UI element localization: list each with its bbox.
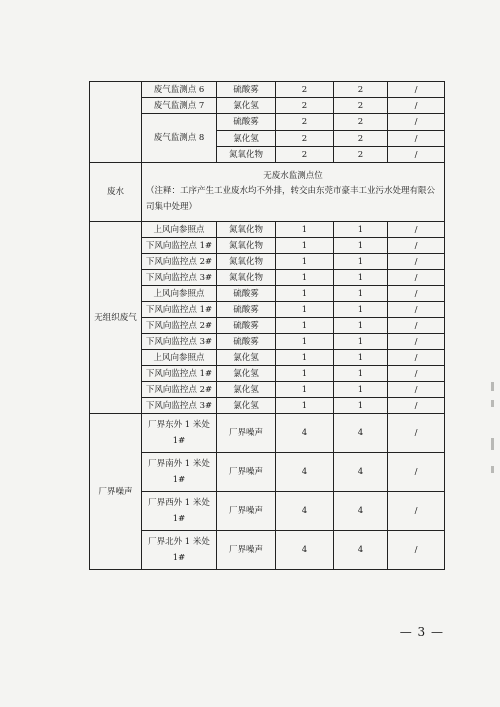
value-cell: 1: [334, 366, 388, 382]
value-cell: 2: [276, 98, 334, 114]
value-cell: 2: [276, 147, 334, 163]
point-cell: [142, 492, 217, 531]
point-cell: 上风向参照点: [142, 286, 217, 302]
value-cell: 1: [276, 254, 334, 270]
value-cell: /: [388, 414, 445, 453]
value-cell: 1: [276, 302, 334, 318]
wastewater-note: （注释：工序产生工业废水均不外排，转交由东莞市豪丰工业污水处理有限公司集中处理）: [146, 186, 436, 212]
pollutant-cell: 厂界噪声: [217, 492, 276, 531]
point-cell: 下风向监控点 3#: [142, 398, 217, 414]
value-cell: 1: [276, 382, 334, 398]
value-cell: 1: [276, 286, 334, 302]
point-cell: 上风向参照点: [142, 350, 217, 366]
value-cell: 2: [334, 147, 388, 163]
point-cell: 废气监测点 7: [142, 98, 217, 114]
category-noise: 厂界噪声: [90, 414, 142, 570]
value-cell: 1: [276, 318, 334, 334]
pollutant-cell: 氯化氢: [217, 398, 276, 414]
point-label: 厂界东外 1 米处 1#: [148, 420, 210, 446]
value-cell: 1: [334, 382, 388, 398]
point-cell: 下风向监控点 3#: [142, 334, 217, 350]
value-cell: 1: [334, 286, 388, 302]
point-label: 厂界南外 1 米处 1#: [148, 459, 210, 485]
value-cell: 4: [276, 492, 334, 531]
pollutant-cell: 硫酸雾: [217, 302, 276, 318]
value-cell: /: [388, 98, 445, 114]
margin-mark: [491, 466, 494, 473]
pollutant-cell: 硫酸雾: [217, 114, 276, 131]
value-cell: 1: [276, 238, 334, 254]
wastewater-row: [90, 163, 445, 222]
point-cell: 上风向参照点: [142, 222, 217, 238]
pollutant-cell: 硫酸雾: [217, 334, 276, 350]
table-row: [90, 98, 445, 114]
point-cell: 下风向监控点 2#: [142, 318, 217, 334]
value-cell: 1: [276, 350, 334, 366]
point-cell: 下风向监控点 1#: [142, 302, 217, 318]
value-cell: 2: [276, 114, 334, 131]
table-row: [90, 82, 445, 98]
value-cell: /: [388, 453, 445, 492]
value-cell: 2: [334, 98, 388, 114]
margin-mark: [491, 382, 494, 391]
pollutant-cell: 硫酸雾: [217, 82, 276, 98]
pollutant-cell: 硫酸雾: [217, 318, 276, 334]
value-cell: /: [388, 492, 445, 531]
pollutant-cell: 厂界噪声: [217, 414, 276, 453]
table-row: [90, 286, 445, 302]
point-cell: 下风向监控点 2#: [142, 254, 217, 270]
value-cell: /: [388, 286, 445, 302]
value-cell: 4: [276, 414, 334, 453]
value-cell: 4: [334, 414, 388, 453]
value-cell: 1: [276, 270, 334, 286]
pollutant-cell: 厂界噪声: [217, 453, 276, 492]
value-cell: 4: [334, 492, 388, 531]
point-cell: 下风向监控点 3#: [142, 270, 217, 286]
table-row: [90, 366, 445, 382]
margin-mark: [491, 438, 494, 450]
value-cell: /: [388, 302, 445, 318]
value-cell: /: [388, 147, 445, 163]
value-cell: /: [388, 382, 445, 398]
value-cell: 4: [334, 453, 388, 492]
table-row: [90, 382, 445, 398]
point-cell: 下风向监控点 2#: [142, 382, 217, 398]
page-number: — 3 —: [399, 625, 444, 639]
value-cell: 4: [276, 531, 334, 570]
table-row: [90, 254, 445, 270]
table-row: [90, 238, 445, 254]
value-cell: 1: [334, 254, 388, 270]
value-cell: 2: [334, 82, 388, 98]
value-cell: 1: [276, 222, 334, 238]
value-cell: /: [388, 531, 445, 570]
table-row: [90, 222, 445, 238]
value-cell: /: [388, 82, 445, 98]
pollutant-cell: 氮氧化物: [217, 147, 276, 163]
value-cell: /: [388, 350, 445, 366]
value-cell: 4: [334, 531, 388, 570]
value-cell: 4: [276, 453, 334, 492]
pollutant-cell: 氮氧化物: [217, 270, 276, 286]
value-cell: 1: [334, 238, 388, 254]
point-cell: [142, 453, 217, 492]
value-cell: 1: [276, 366, 334, 382]
value-cell: 1: [276, 398, 334, 414]
value-cell: /: [388, 334, 445, 350]
value-cell: 1: [334, 398, 388, 414]
value-cell: 2: [276, 82, 334, 98]
point-label: 厂界北外 1 米处 1#: [148, 537, 210, 563]
value-cell: /: [388, 238, 445, 254]
pollutant-cell: 氯化氢: [217, 131, 276, 147]
value-cell: /: [388, 222, 445, 238]
pollutant-cell: 氯化氢: [217, 350, 276, 366]
value-cell: /: [388, 131, 445, 147]
point-label: 厂界西外 1 米处 1#: [148, 498, 210, 524]
value-cell: /: [388, 114, 445, 131]
point-cell: 废气监测点 6: [142, 82, 217, 98]
table-row: [90, 453, 445, 492]
pollutant-cell: 硫酸雾: [217, 286, 276, 302]
category-cell: [90, 82, 142, 163]
table-row: [90, 114, 445, 131]
table-row: [90, 318, 445, 334]
pollutant-cell: 氮氧化物: [217, 222, 276, 238]
pollutant-cell: 氮氧化物: [217, 254, 276, 270]
category-fugitive: 无组织废气: [90, 222, 142, 414]
point-cell: 下风向监控点 1#: [142, 238, 217, 254]
table-row: [90, 531, 445, 570]
value-cell: /: [388, 270, 445, 286]
value-cell: 1: [334, 222, 388, 238]
value-cell: 1: [276, 334, 334, 350]
table-row: [90, 350, 445, 366]
pollutant-cell: 厂界噪声: [217, 531, 276, 570]
table-row: [90, 414, 445, 453]
table-row: [90, 302, 445, 318]
pollutant-cell: 氮氧化物: [217, 238, 276, 254]
pollutant-cell: 氯化氢: [217, 98, 276, 114]
table-row: [90, 270, 445, 286]
value-cell: /: [388, 318, 445, 334]
value-cell: /: [388, 254, 445, 270]
value-cell: 1: [334, 334, 388, 350]
value-cell: 2: [276, 131, 334, 147]
value-cell: /: [388, 398, 445, 414]
table-row: [90, 398, 445, 414]
value-cell: 1: [334, 302, 388, 318]
wastewater-note-cell: [142, 163, 445, 222]
value-cell: 1: [334, 270, 388, 286]
value-cell: 2: [334, 131, 388, 147]
wastewater-title: 无废水监测点位: [263, 171, 323, 181]
table-row: [90, 334, 445, 350]
pollutant-cell: 氯化氢: [217, 382, 276, 398]
point-cell: [142, 414, 217, 453]
value-cell: /: [388, 366, 445, 382]
point-cell: 下风向监控点 1#: [142, 366, 217, 382]
value-cell: 1: [334, 350, 388, 366]
point-cell: [142, 531, 217, 570]
margin-mark: [491, 400, 494, 407]
pollutant-cell: 氯化氢: [217, 366, 276, 382]
category-wastewater: 废水: [90, 163, 142, 222]
table-row: [90, 492, 445, 531]
value-cell: 1: [334, 318, 388, 334]
value-cell: 2: [334, 114, 388, 131]
point-cell: 废气监测点 8: [142, 114, 217, 163]
monitoring-table: [89, 81, 445, 570]
